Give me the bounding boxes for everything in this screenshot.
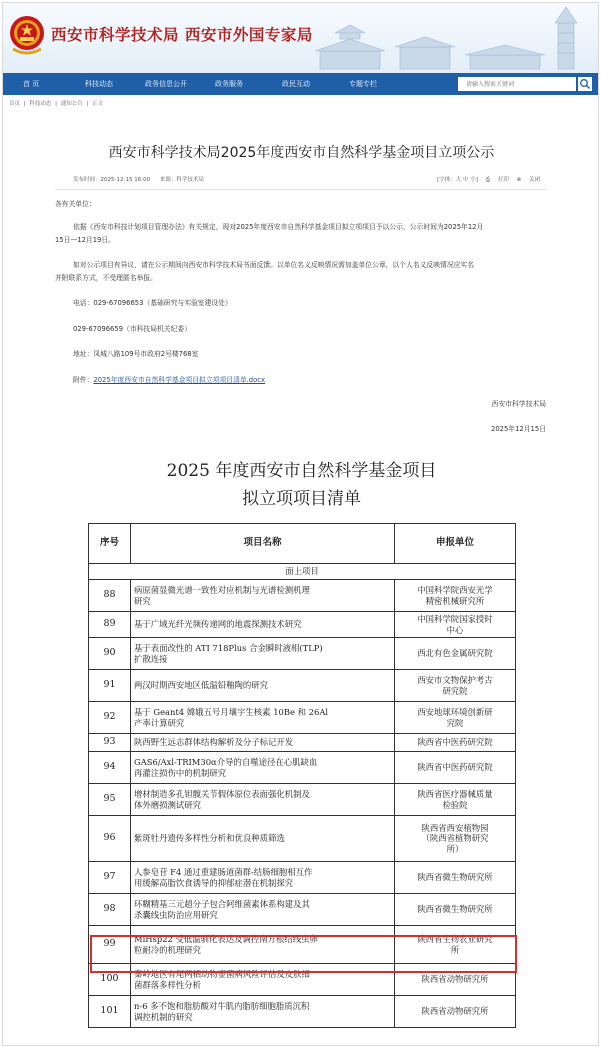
project-name-line: 研究 [134, 595, 151, 606]
row-number: 96 [89, 816, 131, 862]
applicant-unit [395, 612, 516, 638]
project-name [131, 964, 395, 996]
project-name [131, 702, 395, 734]
table-row [89, 996, 516, 1028]
applicant-unit [395, 996, 516, 1028]
row-number: 90 [89, 638, 131, 670]
paragraph-1-line-2: 15日—12月19日。 [55, 236, 115, 244]
breadcrumb-sep: | [55, 101, 57, 107]
applicant-unit-line: 所） [446, 843, 464, 854]
project-name-line: 产率计算研究 [134, 717, 185, 728]
project-name [131, 894, 395, 926]
site-header [3, 3, 599, 73]
section-label: 面上项目 [89, 564, 516, 580]
article-title: 西安市科学技术局2025年度西安市自然科学基金项目立项公示 [108, 145, 495, 161]
project-name-line: GAS6/Axl-TRIM30α介导的自噬途径在心肌缺血 [134, 757, 318, 767]
nav-gov-info[interactable]: 政务信息公开 [145, 80, 187, 88]
applicant-unit [395, 702, 516, 734]
search-icon[interactable] [578, 77, 592, 91]
row-number: 100 [89, 964, 131, 996]
project-name-line: 陕西野生远志群体结构解析及分子标记开发 [134, 737, 294, 748]
table-row [89, 816, 516, 862]
breadcrumb-notices[interactable]: 通知公告 [60, 101, 83, 107]
table-row [89, 638, 516, 670]
project-name-line: 紫斑牡丹遗传多样性分析和优良种质筛选 [134, 833, 285, 844]
applicant-unit [395, 580, 516, 612]
applicant-unit-line: 究院 [446, 717, 464, 728]
applicant-unit-line: 陕西省微生物研究所 [417, 904, 493, 915]
list-title-line-2: 拟立项项目清单 [242, 489, 361, 509]
applicant-unit-line: 所 [450, 944, 460, 955]
project-name-line: 调控机制的研究 [134, 1011, 193, 1022]
project-name-line: 基于广域光纤光频传递网的地震探测技术研究 [134, 619, 302, 630]
applicant-unit-line: 陕西省微生物研究所 [417, 872, 493, 883]
salutation: 各有关单位： [55, 200, 96, 208]
close-label: 关闭 [528, 177, 540, 183]
row-number: 98 [89, 894, 131, 926]
table-row [89, 894, 516, 926]
nav-home[interactable]: 首 页 [23, 80, 40, 88]
print-button[interactable]: ⎙ 打印 [485, 177, 509, 183]
list-title-line-1: 2025 年度西安市自然科学基金项目 [166, 461, 437, 481]
applicant-unit [395, 752, 516, 784]
project-name [131, 816, 395, 862]
article-source: 来源：科学技术局 [159, 177, 204, 183]
applicant-unit [395, 862, 516, 894]
table-row [89, 612, 516, 638]
project-name-line: 增材制造多孔钽髋关节假体原位表面强化机制及 [134, 789, 310, 799]
project-table [88, 523, 516, 1028]
project-name-line: 环糊精基三元超分子包合阿维菌素体系构建及其 [134, 899, 310, 909]
applicant-unit-line: 陕西省动物研究所 [421, 1006, 489, 1017]
applicant-unit-line: 中心 [446, 624, 464, 635]
city-skyline-graphic [300, 3, 599, 73]
nav-tech-news[interactable]: 科技动态 [85, 80, 113, 88]
signature: 西安市科学技术局 [491, 400, 546, 408]
header-unit: 申报单位 [395, 524, 516, 564]
project-name [131, 926, 395, 964]
applicant-unit-line: 陕西省中医药研究院 [417, 762, 493, 773]
project-name [131, 996, 395, 1028]
print-label: 打印 [497, 177, 509, 183]
project-name [131, 784, 395, 816]
applicant-unit [395, 964, 516, 996]
applicant-unit-line: 陕西省医疗器械质量 [417, 789, 493, 799]
contact-address: 地址：凤城八路109号市政府2号楼768室 [73, 350, 199, 358]
table-row [89, 702, 516, 734]
table-row [89, 752, 516, 784]
project-name [131, 670, 395, 702]
project-name-line: 两汉时期西安地区低温铅釉陶的研究 [134, 680, 268, 691]
breadcrumb-tech-news[interactable]: 科技动态 [29, 101, 52, 107]
applicant-unit-line: 西安地球环境创新研 [417, 707, 493, 717]
site-title: 西安市科学技术局 西安市外国专家局 [51, 26, 313, 44]
attachment-label: 附件： [73, 376, 94, 384]
project-name-line: MiHsp22 受低温驯化表达及调控南方根结线虫卵 [134, 934, 318, 944]
font-size-switch[interactable]: [字体：大 中 小] [437, 177, 478, 183]
publish-time: 发布时间：2025-12-15 16:00 [73, 177, 151, 183]
project-name-line: 体外磨损测试研究 [134, 799, 201, 810]
header-project-name: 项目名称 [131, 524, 395, 564]
contact-phone-1: 电话：029-67096653（基础研究与实验室建设处） [73, 299, 232, 307]
applicant-unit [395, 816, 516, 862]
project-name-line: 基于 Geant4 嫦娥五号月壤宇生核素 10Be 和 26Al [134, 707, 329, 717]
breadcrumb-current: 正文 [92, 101, 104, 107]
applicant-unit-line: 陕西省西安植物园 [421, 822, 489, 833]
applicant-unit [395, 670, 516, 702]
project-name-line: 人参皂苷 F4 通过重建肠道菌群-结肠细胞相互作 [134, 867, 313, 877]
table-row [89, 784, 516, 816]
contact-phone-2: 029-67096659（市科技局机关纪委） [73, 325, 191, 333]
row-number: 97 [89, 862, 131, 894]
breadcrumb [9, 99, 105, 107]
table-body [89, 564, 516, 1028]
table-row [89, 580, 516, 612]
applicant-unit [395, 894, 516, 926]
row-number: 95 [89, 784, 131, 816]
applicant-unit-line: （陕西省植物研究 [421, 833, 489, 844]
row-number: 99 [89, 926, 131, 964]
header-no: 序号 [89, 524, 131, 564]
project-name-line: 病原菌显微光谱一致性对应机制与光谱检测机理 [134, 585, 310, 595]
attachment [73, 375, 265, 386]
project-name-line: 基于表面改性的 ATI 718Plus 合金瞬时液相(TLP) [134, 643, 323, 653]
project-name [131, 734, 395, 752]
row-number: 101 [89, 996, 131, 1028]
paragraph-1-line-1: 依据《西安市科技计划项目管理办法》有关规定，现对2025年度西安市自然科学基金项目拟立项项目予以公示，公示时间为2025年12月 [73, 223, 484, 231]
table-row [89, 926, 516, 964]
project-name-line: 再灌注损伤中的机制研究 [134, 767, 227, 778]
applicant-unit-line: 检验院 [442, 799, 468, 810]
table-row [89, 670, 516, 702]
section-row [89, 564, 516, 580]
applicant-unit-line: 中国科学院西安光学 [417, 585, 493, 595]
article-tools [431, 175, 540, 184]
project-name [131, 752, 395, 784]
applicant-unit-line: 精密机械研究所 [425, 595, 485, 606]
row-number: 94 [89, 752, 131, 784]
breadcrumb-sep: | [23, 101, 26, 107]
applicant-unit-line: 西安市文物保护考古 [417, 675, 493, 685]
applicant-unit [395, 734, 516, 752]
row-number: 93 [89, 734, 131, 752]
breadcrumb-home[interactable]: 首页 [9, 101, 21, 107]
applicant-unit-line: 陕西省生物农业研究 [417, 934, 493, 944]
article-meta [73, 175, 212, 183]
applicant-unit [395, 926, 516, 964]
nav-special-topics[interactable]: 专题专栏 [349, 80, 377, 88]
table-row [89, 862, 516, 894]
row-number: 91 [89, 670, 131, 702]
nav-interaction[interactable]: 政民互动 [282, 80, 310, 88]
project-name-line: 扩散连接 [134, 653, 168, 664]
table-header-row [89, 524, 516, 564]
applicant-unit-line: 陕西省动物研究所 [421, 974, 489, 985]
search-input[interactable] [458, 77, 576, 91]
table-row [89, 964, 516, 996]
project-name [131, 612, 395, 638]
table-row [89, 734, 516, 752]
project-name-line: 用缓解高脂饮食诱导的抑郁症潜在机制探究 [134, 877, 294, 888]
breadcrumb-sep: | [86, 101, 89, 107]
applicant-unit-line: 西北有色金属研究院 [417, 648, 493, 659]
close-button[interactable]: ⊗ 关闭 [516, 177, 540, 183]
attachment-link[interactable]: 2025年度西安市自然科学基金项目拟立项项目清单.docx [93, 376, 266, 384]
project-name [131, 862, 395, 894]
project-name-line: 杀囊线虫防治应用研究 [134, 909, 218, 920]
national-emblem-icon [7, 11, 47, 59]
row-number: 92 [89, 702, 131, 734]
project-name [131, 580, 395, 612]
divider [55, 189, 547, 190]
project-name [131, 638, 395, 670]
paragraph-2-line-1: 如对公示项目有异议，请在公示期间向西安市科学技术局书面反馈。以单位名义反映情况需加盖单位公章，以个人名义反映情况应实名 [73, 261, 475, 269]
page-frame [2, 2, 599, 1046]
signature-date: 2025年12月15日 [491, 425, 546, 433]
main-nav [3, 73, 599, 95]
applicant-unit [395, 638, 516, 670]
applicant-unit-line: 中国科学院国家授时 [417, 614, 493, 624]
project-name-line: 粒耐冷的机理研究 [134, 944, 201, 955]
project-name-line: 菌群落多样性分析 [134, 979, 201, 990]
applicant-unit-line: 研究院 [442, 685, 468, 696]
applicant-unit-line: 陕西省中医药研究院 [417, 737, 493, 748]
applicant-unit [395, 784, 516, 816]
paragraph-2-line-2: 并附联系方式，不受理匿名举报。 [55, 274, 157, 282]
project-name-line: 秦岭地区有尾两栖动物壶菌病风险评估及皮肤细 [134, 969, 310, 979]
row-number: 89 [89, 612, 131, 638]
project-name-line: n-6 多不饱和脂肪酸对牛肌内脂肪细胞脂质沉积 [134, 1001, 310, 1011]
nav-gov-service[interactable]: 政务服务 [215, 80, 243, 88]
row-number: 88 [89, 580, 131, 612]
